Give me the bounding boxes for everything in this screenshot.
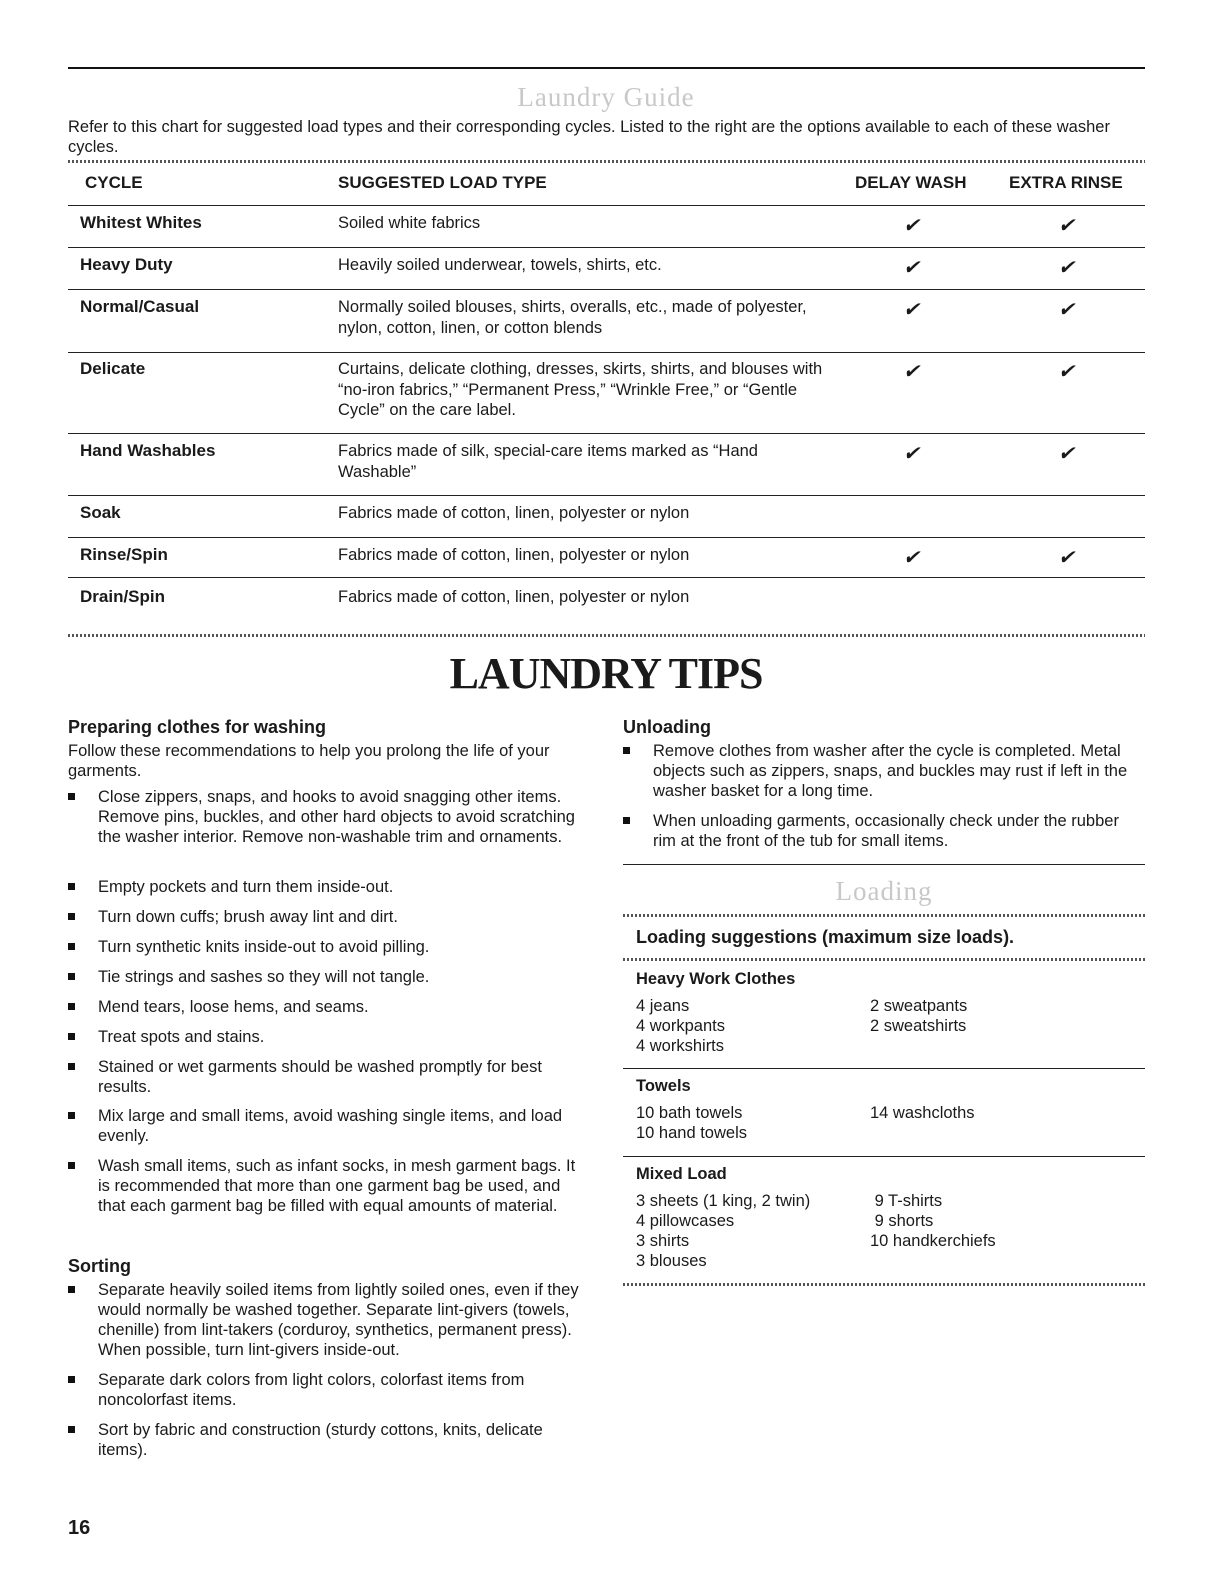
bullet-icon (68, 1286, 75, 1293)
dotted-divider (68, 634, 1145, 637)
extra-rinse-check-icon: ✔ (1058, 257, 1075, 279)
preparing-heading: Preparing clothes for washing (68, 717, 327, 737)
list-item: Separate heavily soiled items from lightly soiled ones, even if they would normally be washed together. Separate lint-givers (towels, chenille) from lint-takers (corduroy, synthetics, permanent press). When possible, turn lint-givers inside-out. (68, 1280, 588, 1360)
bullet-icon (68, 1003, 75, 1010)
load-type: Heavily soiled underwear, towels, shirts, etc. (338, 256, 662, 274)
list-item: Treat spots and stains. (68, 1027, 588, 1047)
list-item: When unloading garments, occasionally check under the rubber rim at the front of the tub for small items. (623, 811, 1145, 851)
extra-rinse-check-icon: ✔ (1058, 547, 1075, 569)
dotted-divider (623, 958, 1145, 961)
load-type: Normally soiled blouses, shirts, overalls, etc., made of polyester, nylon, cotton, linen, or cotton blends (338, 298, 807, 337)
table-row (68, 255, 1145, 290)
row-divider (68, 495, 1145, 496)
list-item: 2 sweatshirts (870, 1017, 967, 1035)
top-rule (68, 67, 1145, 69)
table-row (68, 587, 1145, 622)
delay-wash-check-icon: ✔ (903, 299, 920, 321)
load-type: Curtains, delicate clothing, dresses, skirts, shirts, and blouses with “no-iron fabrics,” “Permanent Press,” “Wrinkle Free,” or “Gentle Cycle” on the care label. (338, 360, 823, 419)
delay-wash-check-icon: ✔ (903, 443, 920, 465)
list-item: 2 sweatpants (870, 997, 968, 1015)
group-rule (623, 1068, 1145, 1069)
list-item: 4 workpants (636, 1017, 725, 1035)
list-item: 4 jeans (636, 997, 690, 1015)
bullet-icon (68, 913, 75, 920)
bullet-icon (68, 1063, 75, 1070)
list-item: 3 shirts (636, 1232, 690, 1250)
list-item: Tie strings and sashes so they will not tangle. (68, 967, 588, 987)
list-item: Turn synthetic knits inside-out to avoid pilling. (68, 937, 588, 957)
unloading-heading: Unloading (623, 717, 711, 737)
cycle-name: Drain/Spin (80, 587, 166, 606)
list-item: Stained or wet garments should be washed promptly for best results. (68, 1057, 588, 1097)
list-item: Remove clothes from washer after the cycle is completed. Metal objects such as zippers, snaps, and buckles may rust if left in the washer basket for a long time. (623, 741, 1145, 801)
header-extra-rinse: EXTRA RINSE (1009, 173, 1123, 192)
list-item: Mix large and small items, avoid washing single items, and load evenly. (68, 1106, 588, 1146)
row-divider (68, 577, 1145, 578)
cycle-name: Heavy Duty (80, 255, 173, 274)
load-type: Fabrics made of silk, special-care items marked as “Hand Washable” (338, 442, 758, 481)
extra-rinse-check-icon: ✔ (1058, 299, 1075, 321)
table-row (68, 441, 1145, 496)
table-row (68, 213, 1145, 248)
list-item: 4 workshirts (636, 1037, 725, 1055)
header-cycle: CYCLE (85, 173, 143, 192)
delay-wash-check-icon: ✔ (903, 361, 920, 383)
list-item: Wash small items, such as infant socks, in mesh garment bags. It is recommended that more than one garment bag be used, and that each garment bag be filled with equal amounts of material. (68, 1156, 588, 1216)
header-rule (68, 205, 1145, 206)
cycle-name: Rinse/Spin (80, 545, 168, 564)
list-item: 3 sheets (1 king, 2 twin) (636, 1192, 811, 1210)
dotted-divider (623, 914, 1145, 917)
dotted-divider (68, 160, 1145, 163)
header-delay-wash: DELAY WASH (855, 173, 967, 192)
cycle-name: Whitest Whites (80, 213, 202, 232)
loading-subtitle: Loading suggestions (maximum size loads). (636, 927, 1015, 947)
list-item: 4 pillowcases (636, 1212, 735, 1230)
loading-title: Loading (835, 876, 933, 906)
load-type: Soiled white fabrics (338, 214, 481, 232)
bullet-icon (68, 1376, 75, 1383)
list-item: 3 blouses (636, 1252, 707, 1270)
cycle-name: Hand Washables (80, 441, 216, 460)
list-item: 10 bath towels (636, 1104, 743, 1122)
delay-wash-check-icon: ✔ (903, 215, 920, 237)
dotted-divider (623, 1283, 1145, 1286)
load-type: Fabrics made of cotton, linen, polyester or nylon (338, 546, 690, 564)
bullet-icon (623, 817, 630, 824)
load-type: Fabrics made of cotton, linen, polyester or nylon (338, 588, 690, 606)
table-row (68, 297, 1145, 352)
bullet-icon (68, 943, 75, 950)
list-item: 10 hand towels (636, 1124, 747, 1142)
list-item: 9 shorts (870, 1212, 934, 1230)
preparing-intro: Follow these recommendations to help you prolong the life of your garments. (68, 742, 550, 780)
page-number: 16 (68, 1517, 91, 1539)
table-row (68, 359, 1145, 434)
bullet-icon (68, 1112, 75, 1119)
bullet-icon (68, 1426, 75, 1433)
extra-rinse-check-icon: ✔ (1058, 443, 1075, 465)
table-row (68, 545, 1145, 580)
delay-wash-check-icon: ✔ (903, 257, 920, 279)
cycle-name: Normal/Casual (80, 297, 200, 316)
row-divider (68, 433, 1145, 434)
row-divider (68, 289, 1145, 290)
bullet-icon (68, 883, 75, 890)
extra-rinse-check-icon: ✔ (1058, 215, 1075, 237)
list-item: Empty pockets and turn them inside-out. (68, 877, 588, 897)
row-divider (68, 247, 1145, 248)
guide-intro: Refer to this chart for suggested load types and their corresponding cycles. Listed to the right are the options available to each of these washer cycles. (68, 118, 1110, 156)
bullet-icon (623, 747, 630, 754)
bullet-icon (68, 973, 75, 980)
bullet-icon (68, 793, 75, 800)
mixed-load-heading: Mixed Load (636, 1165, 727, 1183)
group-rule (623, 1156, 1145, 1157)
list-item: Sort by fabric and construction (sturdy cottons, knits, delicate items). (68, 1420, 588, 1460)
laundry-guide-title: Laundry Guide (517, 82, 695, 112)
list-item: Close zippers, snaps, and hooks to avoid snagging other items. Remove pins, buckles, and other hard objects to avoid scratching the washer interior. Remove non-washable trim and ornaments. (68, 787, 588, 847)
delay-wash-check-icon: ✔ (903, 547, 920, 569)
heavy-work-clothes-heading: Heavy Work Clothes (636, 970, 796, 988)
list-item: Separate dark colors from light colors, colorfast items from noncolorfast items. (68, 1370, 588, 1410)
list-item: Mend tears, loose hems, and seams. (68, 997, 588, 1017)
sorting-heading: Sorting (68, 1256, 131, 1276)
list-item: 9 T-shirts (870, 1192, 943, 1210)
list-item: 14 washcloths (870, 1104, 975, 1122)
towels-heading: Towels (636, 1077, 691, 1095)
bullet-icon (68, 1162, 75, 1169)
bullet-icon (68, 1033, 75, 1040)
laundry-tips-title: LAUNDRY TIPS (449, 649, 763, 698)
list-item: 10 handkerchiefs (870, 1232, 996, 1250)
section-rule (623, 864, 1145, 865)
row-divider (68, 537, 1145, 538)
table-row (68, 503, 1145, 538)
row-divider (68, 352, 1145, 353)
header-load-type: SUGGESTED LOAD TYPE (338, 173, 547, 192)
cycle-name: Soak (80, 503, 121, 522)
cycle-name: Delicate (80, 359, 146, 378)
load-type: Fabrics made of cotton, linen, polyester or nylon (338, 504, 690, 522)
extra-rinse-check-icon: ✔ (1058, 361, 1075, 383)
list-item: Turn down cuffs; brush away lint and dirt. (68, 907, 588, 927)
